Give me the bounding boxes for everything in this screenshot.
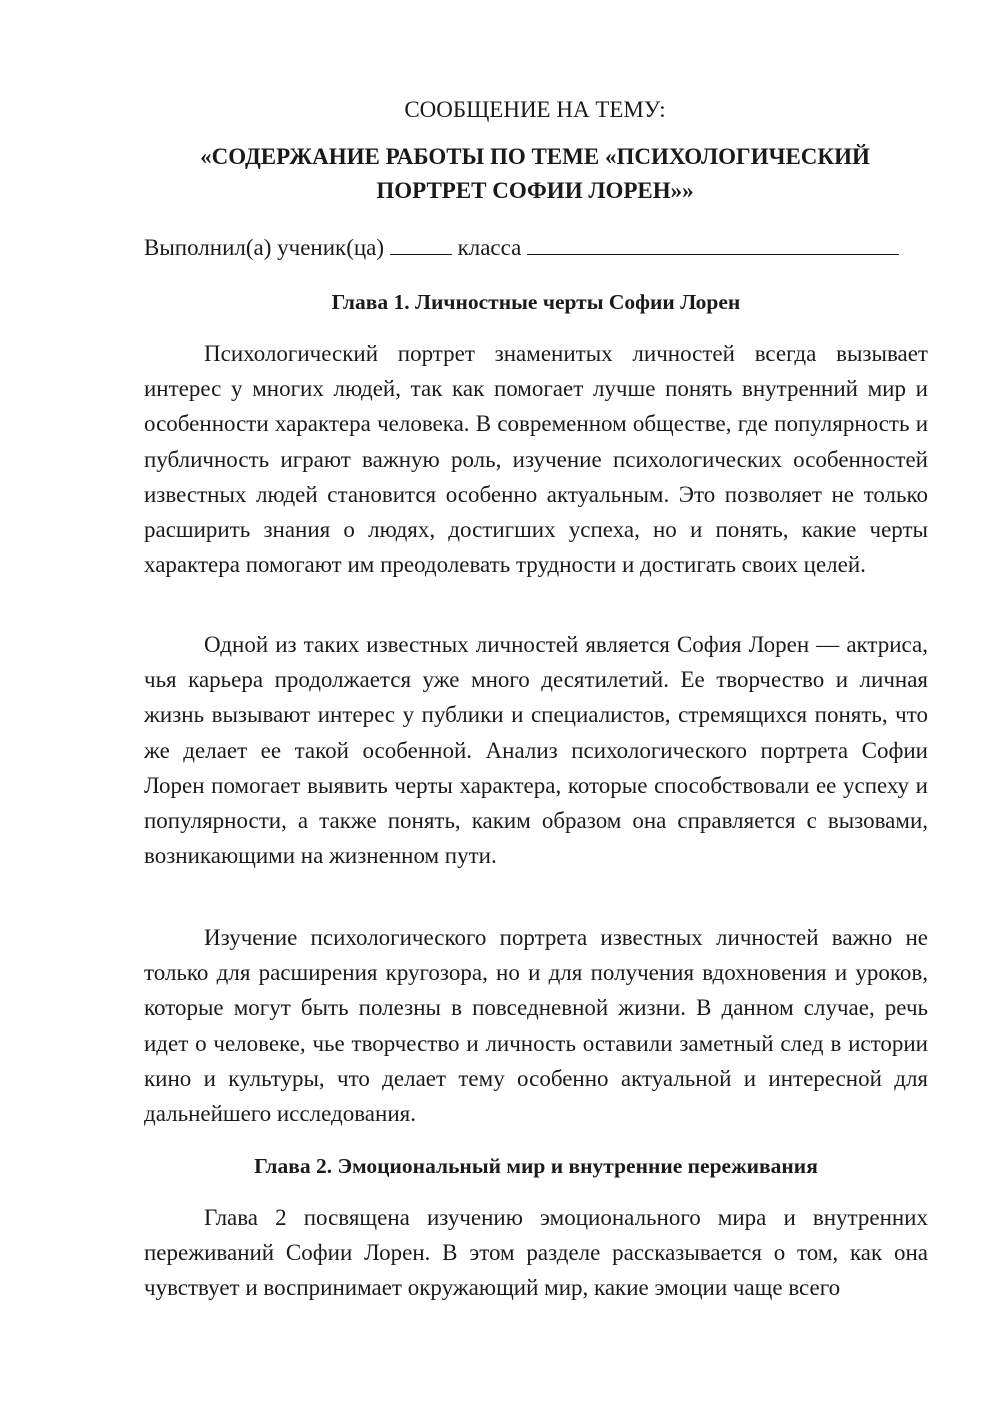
author-class-label: класса bbox=[457, 235, 522, 260]
chapter-1-paragraph-2: Одной из таких известных личностей является София Лорен — актриса, чья карьера продолжается уже много десятилетий. Ее творчество и личная жизнь вызывают интерес у публики и специалистов, стремящихся понять, что же делает ее такой особенной. Анализ психологического портрета Софии Лорен помогает выявить черты характера, которые способствовали ее успеху и популярности, а также понять, каким образом она справляется с вызовами, возникающими на жизненном пути. bbox=[144, 632, 928, 869]
chapter-1-paragraph-1: Психологический портрет знаменитых личностей всегда вызывает интерес у многих людей, так как помогает лучше понять внутренний мир и особенности характера человека. В современном обществе, где популярность и публичность играют важную роль, изучение психологических особенностей известных людей становится особенно актуальным. Это позволяет не только расширить знания о людях, достигших успеха, но и понять, какие черты характера помогают им преодолевать трудности и достигать своих целей. bbox=[144, 341, 928, 578]
document-title-line-1: СООБЩЕНИЕ НА ТЕМУ: bbox=[404, 97, 666, 122]
chapter-1-title: Глава 1. Личностные черты Софии Лорен bbox=[331, 290, 741, 314]
chapter-2-title: Глава 2. Эмоциональный мир и внутренние переживания bbox=[254, 1154, 818, 1178]
author-prefix: Выполнил(а) ученик(ца) bbox=[144, 235, 385, 260]
class-name-blank bbox=[527, 230, 899, 255]
document-title-line-3: ПОРТРЕТ СОФИИ ЛОРЕН»» bbox=[376, 178, 694, 203]
author-line bbox=[144, 230, 934, 265]
chapter-1-paragraph-3: Изучение психологического портрета известных личностей важно не только для расширения кругозора, но и для получения вдохновения и уроков, которые могут быть полезны в повседневной жизни. В данном случае, речь идет о человеке, чье творчество и личность оставили заметный след в истории кино и культуры, что делает тему особенно актуальной и интересной для дальнейшего исследования. bbox=[144, 925, 928, 1127]
chapter-2-paragraph-1: Глава 2 посвящена изучению эмоционального мира и внутренних переживаний Софии Лорен. В этом разделе рассказывается о том, как она чувствует и воспринимает окружающий мир, какие эмоции чаще всего bbox=[144, 1205, 928, 1301]
document-title-line-2: «СОДЕРЖАНИЕ РАБОТЫ ПО ТЕМЕ «ПСИХОЛОГИЧЕСКИЙ bbox=[200, 144, 870, 169]
grade-blank bbox=[390, 230, 452, 255]
